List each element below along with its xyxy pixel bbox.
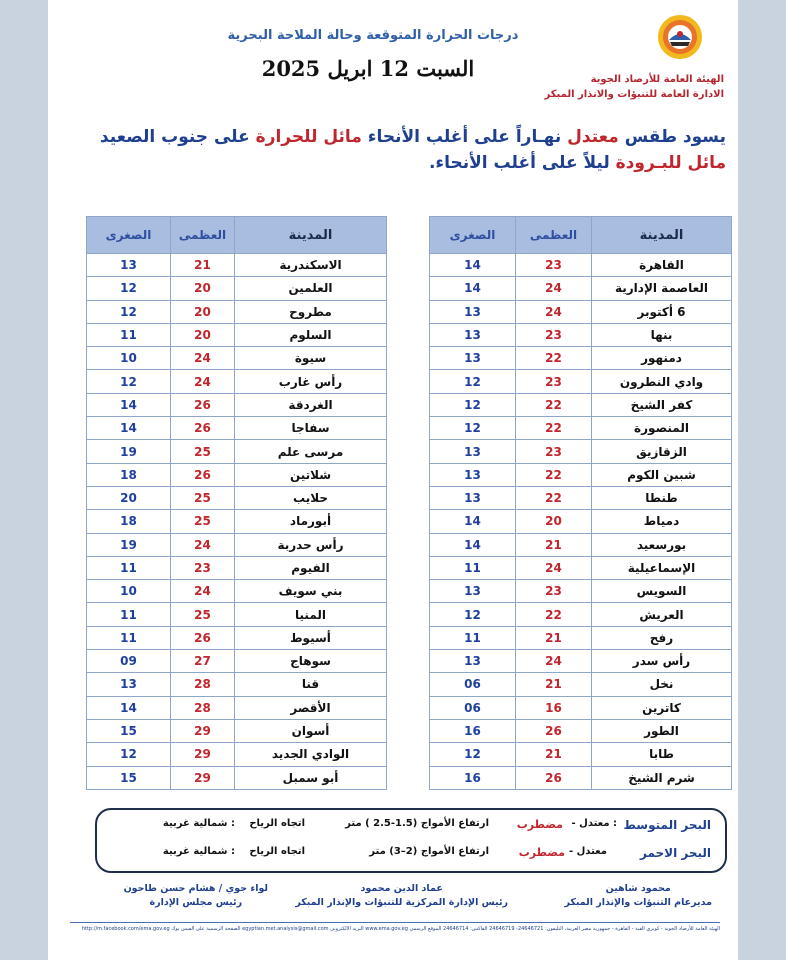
sea-row-mediterranean <box>97 818 725 838</box>
max-temp-cell: 24 <box>516 650 592 673</box>
city-cell: دمنهور <box>592 347 732 370</box>
column-header-max: العظمى <box>171 217 235 254</box>
min-temp-cell: 14 <box>430 533 516 556</box>
min-temp-cell: 13 <box>430 580 516 603</box>
city-cell: سيوة <box>235 347 387 370</box>
wind-direction: : شمالية غربية <box>162 846 235 857</box>
min-temp-cell: 12 <box>87 277 171 300</box>
max-temp-cell: 23 <box>516 323 592 346</box>
city-cell: 6 أكتوبر <box>592 300 732 323</box>
min-temp-cell: 19 <box>87 440 171 463</box>
table-row <box>430 626 732 649</box>
sea-state: مضطرب <box>518 846 565 859</box>
signatory-name: لواء جوي / هشام حسن طاحون <box>123 883 268 894</box>
table-row <box>87 463 387 486</box>
marine-conditions-box <box>95 808 727 873</box>
table-row <box>87 347 387 370</box>
table-row <box>430 510 732 533</box>
table-row <box>430 556 732 579</box>
min-temp-cell: 10 <box>87 580 171 603</box>
wind-direction-label: اتجاه الرياح <box>249 818 305 829</box>
max-temp-cell: 22 <box>516 463 592 486</box>
table-row <box>430 370 732 393</box>
min-temp-cell: 15 <box>87 766 171 789</box>
wave-height: ارتفاع الأمواج (2–3) متر <box>369 846 489 857</box>
table-row <box>87 323 387 346</box>
min-temp-cell: 13 <box>430 650 516 673</box>
city-cell: الطور <box>592 719 732 742</box>
table-row <box>430 673 732 696</box>
city-cell: رأس حدربة <box>235 533 387 556</box>
max-temp-cell: 26 <box>516 766 592 789</box>
city-cell: شبين الكوم <box>592 463 732 486</box>
column-header-min: الصغرى <box>87 217 171 254</box>
max-temp-cell: 26 <box>516 719 592 742</box>
min-temp-cell: 16 <box>430 766 516 789</box>
min-temp-cell: 13 <box>430 347 516 370</box>
table-row <box>87 766 387 789</box>
city-cell: كاترين <box>592 696 732 719</box>
max-temp-cell: 25 <box>171 510 235 533</box>
city-cell: الفيوم <box>235 556 387 579</box>
summary-highlight: معتدل <box>567 127 619 147</box>
min-temp-cell: 13 <box>430 300 516 323</box>
table-row <box>430 393 732 416</box>
max-temp-cell: 21 <box>516 743 592 766</box>
min-temp-cell: 06 <box>430 696 516 719</box>
city-cell: حلايب <box>235 486 387 509</box>
min-temp-cell: 12 <box>430 393 516 416</box>
signature-block <box>295 882 508 910</box>
wind-direction-label: اتجاه الرياح <box>249 846 305 857</box>
column-header-min: الصغرى <box>430 217 516 254</box>
table-row <box>87 743 387 766</box>
table-row <box>87 650 387 673</box>
city-cell: القاهرة <box>592 254 732 277</box>
city-cell: الأقصر <box>235 696 387 719</box>
org-line-1: الهيئة العامة للأرصاد الجوية <box>590 74 724 85</box>
city-cell: مرسى علم <box>235 440 387 463</box>
min-temp-cell: 19 <box>87 533 171 556</box>
table-row <box>430 323 732 346</box>
sea-state: مضطرب <box>516 818 563 831</box>
organization-name <box>545 72 725 102</box>
min-temp-cell: 14 <box>430 277 516 300</box>
max-temp-cell: 22 <box>516 417 592 440</box>
min-temp-cell: 13 <box>87 254 171 277</box>
table-row <box>87 580 387 603</box>
city-cell: الزقازيق <box>592 440 732 463</box>
table-row <box>430 719 732 742</box>
city-cell: طنطا <box>592 486 732 509</box>
city-cell: المنصورة <box>592 417 732 440</box>
table-row <box>430 277 732 300</box>
table-row <box>430 463 732 486</box>
table-row <box>87 254 387 277</box>
city-cell: الإسماعيلية <box>592 556 732 579</box>
table-row <box>430 743 732 766</box>
summary-text: يسود طقس <box>618 127 726 147</box>
signatory-title: رئيس مجلس الإدارة <box>149 897 243 908</box>
max-temp-cell: 24 <box>171 580 235 603</box>
wave-height: ارتفاع الأمواج (1.5-2.5 ) متر <box>345 818 489 829</box>
city-cell: قنا <box>235 673 387 696</box>
min-temp-cell: 13 <box>87 673 171 696</box>
table-row <box>430 417 732 440</box>
city-cell: السلوم <box>235 323 387 346</box>
summary-text: نهـاراً على أغلب الأنحاء <box>361 127 568 147</box>
table-row <box>87 673 387 696</box>
column-header-max: العظمى <box>516 217 592 254</box>
table-row <box>87 277 387 300</box>
table-row <box>430 766 732 789</box>
max-temp-cell: 24 <box>516 556 592 579</box>
max-temp-cell: 28 <box>171 673 235 696</box>
contact-footer: الهيئة العامة للأرصاد الجوية - كوبري القبة - القاهرة - جمهورية مصر العربية، التليفون: 24646721- 24646719 الفاكس: 24646714 الموقع الرسمي www.ema.gov.eg البريد الالكتروني egyptian.met.analysis@gmail.com الصفحة الرسمية على الفيس بوك http://m.facebook.com/ema.gov.eg <box>70 922 720 932</box>
city-cell: الغردقة <box>235 393 387 416</box>
summary-text: على جنوب الصعيد <box>99 127 256 147</box>
min-temp-cell: 12 <box>430 603 516 626</box>
min-temp-cell: 14 <box>430 254 516 277</box>
min-temp-cell: 16 <box>430 719 516 742</box>
max-temp-cell: 20 <box>171 277 235 300</box>
table-row <box>430 300 732 323</box>
signature-block <box>564 882 712 910</box>
min-temp-cell: 14 <box>87 696 171 719</box>
table-row <box>430 696 732 719</box>
city-cell: شرم الشيخ <box>592 766 732 789</box>
city-cell: أسوان <box>235 719 387 742</box>
city-cell: الاسكندرية <box>235 254 387 277</box>
city-cell: أبو سمبل <box>235 766 387 789</box>
min-temp-cell: 12 <box>430 743 516 766</box>
min-temp-cell: 06 <box>430 673 516 696</box>
max-temp-cell: 23 <box>516 580 592 603</box>
city-cell: بورسعيد <box>592 533 732 556</box>
min-temp-cell: 14 <box>87 393 171 416</box>
signatory-name: عماد الدين محمود <box>360 883 443 894</box>
city-cell: الوادي الجديد <box>235 743 387 766</box>
signatory-title: رئيس الإدارة المركزية للتنبؤات والإنذار المبكر <box>295 897 508 908</box>
table-row <box>430 650 732 673</box>
max-temp-cell: 29 <box>171 719 235 742</box>
max-temp-cell: 21 <box>516 626 592 649</box>
max-temp-cell: 22 <box>516 486 592 509</box>
max-temp-cell: 27 <box>171 650 235 673</box>
max-temp-cell: 26 <box>171 463 235 486</box>
min-temp-cell: 12 <box>430 370 516 393</box>
city-cell: العاصمة الإدارية <box>592 277 732 300</box>
table-row <box>87 417 387 440</box>
max-temp-cell: 20 <box>171 300 235 323</box>
max-temp-cell: 21 <box>516 673 592 696</box>
summary-highlight: مائل للحرارة <box>255 127 362 147</box>
max-temp-cell: 24 <box>516 300 592 323</box>
city-cell: كفر الشيخ <box>592 393 732 416</box>
city-cell: أبورماد <box>235 510 387 533</box>
city-cell: بني سويف <box>235 580 387 603</box>
table-row <box>87 556 387 579</box>
bulletin-title: درجات الحرارة المتوقعة وحالة الملاحة البحرية <box>227 28 519 43</box>
max-temp-cell: 24 <box>171 370 235 393</box>
city-cell: بنها <box>592 323 732 346</box>
max-temp-cell: 25 <box>171 440 235 463</box>
wind-direction: : شمالية غربية <box>162 818 235 829</box>
signatory-title: مديرعام التنبؤات والإنذار المبكر <box>564 897 712 908</box>
max-temp-cell: 22 <box>516 603 592 626</box>
city-cell: العريش <box>592 603 732 626</box>
min-temp-cell: 18 <box>87 510 171 533</box>
table-row <box>87 533 387 556</box>
table-row <box>87 440 387 463</box>
min-temp-cell: 11 <box>87 556 171 579</box>
min-temp-cell: 15 <box>87 719 171 742</box>
max-temp-cell: 23 <box>516 440 592 463</box>
summary-text: ليلاً على أغلب الأنحاء. <box>428 153 616 173</box>
table-row <box>430 580 732 603</box>
max-temp-cell: 25 <box>171 486 235 509</box>
city-cell: سوهاج <box>235 650 387 673</box>
city-cell: أسيوط <box>235 626 387 649</box>
signatory-name: محمود شاهين <box>605 883 671 894</box>
sea-state-label: معتدل - <box>568 846 607 857</box>
max-temp-cell: 21 <box>516 533 592 556</box>
city-cell: العلمين <box>235 277 387 300</box>
column-header-city: المدينة <box>235 217 387 254</box>
city-cell: شلاتين <box>235 463 387 486</box>
max-temp-cell: 28 <box>171 696 235 719</box>
sea-name: البحر المتوسط <box>623 818 711 832</box>
min-temp-cell: 14 <box>430 510 516 533</box>
bulletin-date: السبت 12 ابريل 2025 <box>261 56 475 81</box>
min-temp-cell: 11 <box>87 323 171 346</box>
max-temp-cell: 25 <box>171 603 235 626</box>
max-temp-cell: 23 <box>516 370 592 393</box>
max-temp-cell: 29 <box>171 766 235 789</box>
table-row <box>87 300 387 323</box>
summary-highlight: مائل للبـرودة <box>615 153 726 173</box>
min-temp-cell: 12 <box>87 370 171 393</box>
max-temp-cell: 20 <box>516 510 592 533</box>
table-row <box>430 533 732 556</box>
city-cell: المنيا <box>235 603 387 626</box>
max-temp-cell: 21 <box>171 254 235 277</box>
table-row <box>87 603 387 626</box>
max-temp-cell: 29 <box>171 743 235 766</box>
min-temp-cell: 13 <box>430 486 516 509</box>
max-temp-cell: 22 <box>516 347 592 370</box>
table-row <box>87 696 387 719</box>
table-row <box>87 626 387 649</box>
table-row <box>87 393 387 416</box>
max-temp-cell: 16 <box>516 696 592 719</box>
table-row <box>430 486 732 509</box>
max-temp-cell: 26 <box>171 417 235 440</box>
max-temp-cell: 20 <box>171 323 235 346</box>
min-temp-cell: 14 <box>87 417 171 440</box>
min-temp-cell: 12 <box>430 417 516 440</box>
signatures <box>48 882 738 916</box>
city-cell: وادي النطرون <box>592 370 732 393</box>
min-temp-cell: 11 <box>87 603 171 626</box>
city-cell: رأس سدر <box>592 650 732 673</box>
max-temp-cell: 24 <box>516 277 592 300</box>
table-row <box>430 440 732 463</box>
weather-summary <box>58 124 726 176</box>
table-row <box>430 347 732 370</box>
table-row <box>87 370 387 393</box>
min-temp-cell: 13 <box>430 463 516 486</box>
sea-name: البحر الاحمر <box>639 846 711 860</box>
table-row <box>430 254 732 277</box>
min-temp-cell: 13 <box>430 323 516 346</box>
min-temp-cell: 09 <box>87 650 171 673</box>
signature-block <box>124 882 268 910</box>
temperature-table-left <box>86 216 387 790</box>
min-temp-cell: 12 <box>87 300 171 323</box>
table-row <box>87 486 387 509</box>
min-temp-cell: 10 <box>87 347 171 370</box>
max-temp-cell: 24 <box>171 533 235 556</box>
min-temp-cell: 11 <box>430 556 516 579</box>
min-temp-cell: 20 <box>87 486 171 509</box>
city-cell: طابا <box>592 743 732 766</box>
column-header-city: المدينة <box>592 217 732 254</box>
min-temp-cell: 18 <box>87 463 171 486</box>
max-temp-cell: 22 <box>516 393 592 416</box>
sea-row-red-sea <box>97 846 725 866</box>
max-temp-cell: 26 <box>171 626 235 649</box>
city-cell: رفح <box>592 626 732 649</box>
min-temp-cell: 11 <box>87 626 171 649</box>
max-temp-cell: 26 <box>171 393 235 416</box>
table-row <box>430 603 732 626</box>
max-temp-cell: 24 <box>171 347 235 370</box>
sea-state-label: : معتدل - <box>571 818 617 829</box>
table-row <box>87 510 387 533</box>
max-temp-cell: 23 <box>516 254 592 277</box>
table-row <box>87 719 387 742</box>
city-cell: نخل <box>592 673 732 696</box>
city-cell: رأس غارب <box>235 370 387 393</box>
min-temp-cell: 13 <box>430 440 516 463</box>
city-cell: السويس <box>592 580 732 603</box>
max-temp-cell: 23 <box>171 556 235 579</box>
city-cell: سفاجا <box>235 417 387 440</box>
city-cell: دمياط <box>592 510 732 533</box>
bulletin-page <box>48 0 738 960</box>
min-temp-cell: 11 <box>430 626 516 649</box>
org-line-2: الادارة العامة للتنبؤات والانذار المبكر <box>544 89 724 100</box>
temperature-table-right <box>429 216 732 790</box>
city-cell: مطروح <box>235 300 387 323</box>
min-temp-cell: 12 <box>87 743 171 766</box>
